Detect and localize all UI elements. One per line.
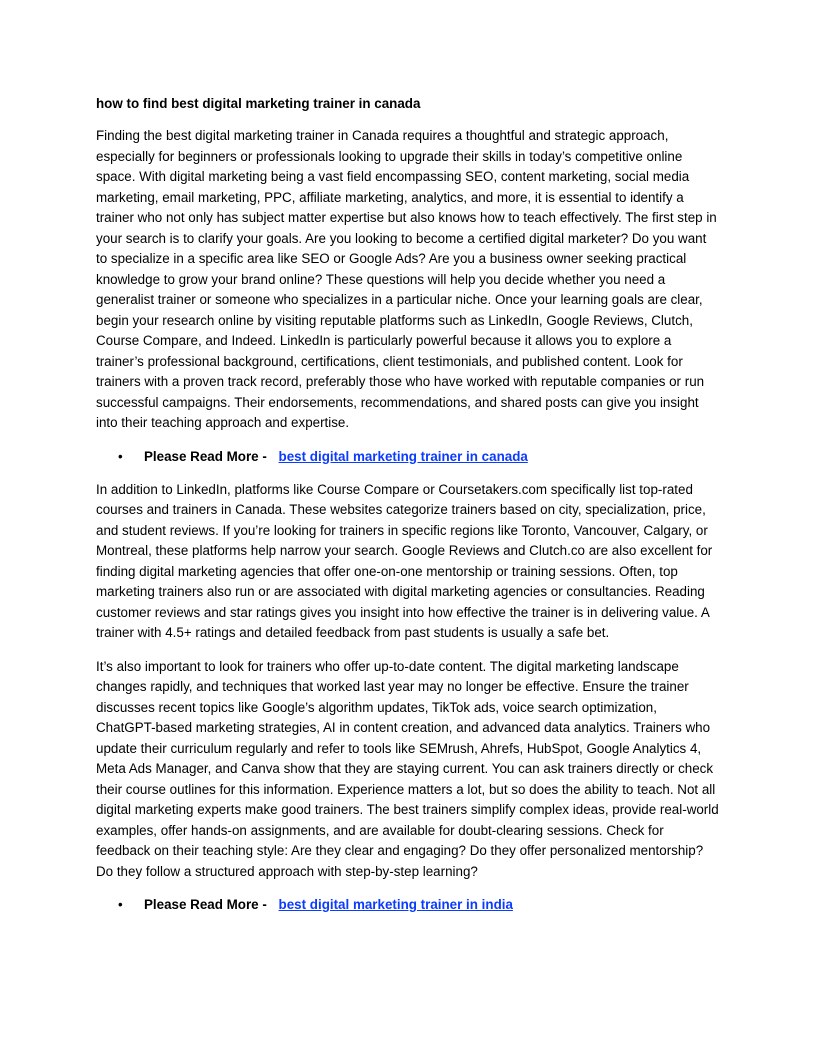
read-more-link-canada[interactable]: best digital marketing trainer in canada <box>278 448 528 464</box>
paragraph-1: Finding the best digital marketing trainer in Canada requires a thoughtful and strategic approach, especially for beginners or professionals looking to upgrade their skills in today’s competitive online space. With digital marketing being a vast field encompassing SEO, content marketing, social media marketing, email marketing, PPC, affiliate marketing, analytics, and more, it is essential to identify a trainer who not only has subject matter expertise but also knows how to teach effectively. The first step in your search is to clarify your goals. Are you looking to become a certified digital marketer? Do you want to specialize in a specific area like SEO or Google Ads? Are you a business owner seeking practical knowledge to grow your brand online? These questions will help you decide whether you need a generalist trainer or someone who specializes in a particular niche. Once your learning goals are clear, begin your research online by visiting reputable platforms such as LinkedIn, Google Reviews, Clutch, Course Compare, and Indeed. LinkedIn is particularly powerful because it allows you to explore a trainer’s professional background, certifications, client testimonials, and published content. Look for trainers with a proven track record, preferably those who have worked with reputable companies or run successful campaigns. Their endorsements, recommendations, and shared posts can give you insight into their teaching approach and expertise. <box>96 128 717 430</box>
document-title: how to find best digital marketing trainer in canada <box>96 96 421 111</box>
document-page <box>96 94 720 928</box>
bullet-icon: • <box>118 897 123 912</box>
bullet-icon: • <box>118 448 123 464</box>
paragraph-2: In addition to LinkedIn, platforms like Course Compare or Coursetakers.com specifically list top-rated courses and trainers in Canada. These websites categorize trainers based on city, specialization, price, and student reviews. If you’re looking for trainers in specific regions like Toronto, Vancouver, Calgary, or Montreal, these platforms help narrow your search. Google Reviews and Clutch.co are also excellent for finding digital marketing agencies that offer one-on-one mentorship or training sessions. Often, top marketing trainers also run or are associated with digital marketing agencies or consultancies. Reading customer reviews and star ratings gives you insight into how effective the trainer is in delivering value. A trainer with 4.5+ ratings and detailed feedback from past students is usually a safe bet. <box>96 481 713 640</box>
read-more-item-1 <box>96 447 720 467</box>
paragraph-3: It’s also important to look for trainers who offer up-to-date content. The digital marketing landscape changes rapidly, and techniques that worked last year may no longer be effective. Ensure the trainer discusses recent topics like Google’s algorithm updates, TikTok ads, voice search optimization, ChatGPT-based marketing strategies, AI in content creation, and advanced data analytics. Trainers who update their curriculum regularly and refer to tools like SEMrush, Ahrefs, HubSpot, Google Analytics 4, Meta Ads Manager, and Canva show that they are staying current. You can ask trainers directly or check their course outlines for this information. Experience matters a lot, but so does the ability to teach. Not all digital marketing experts make good trainers. The best trainers simplify complex ideas, provide real-world examples, offer hands-on assignments, and are available for doubt-clearing sessions. Check for feedback on their teaching style: Are they clear and engaging? Do they offer personalized mentorship? Do they follow a structured approach with step-by-step learning? <box>96 658 719 879</box>
read-more-link-india[interactable]: best digital marketing trainer in india <box>278 897 513 912</box>
read-more-label: Please Read More - <box>144 448 267 464</box>
read-more-label: Please Read More - <box>144 897 267 912</box>
read-more-item-2 <box>96 895 720 915</box>
